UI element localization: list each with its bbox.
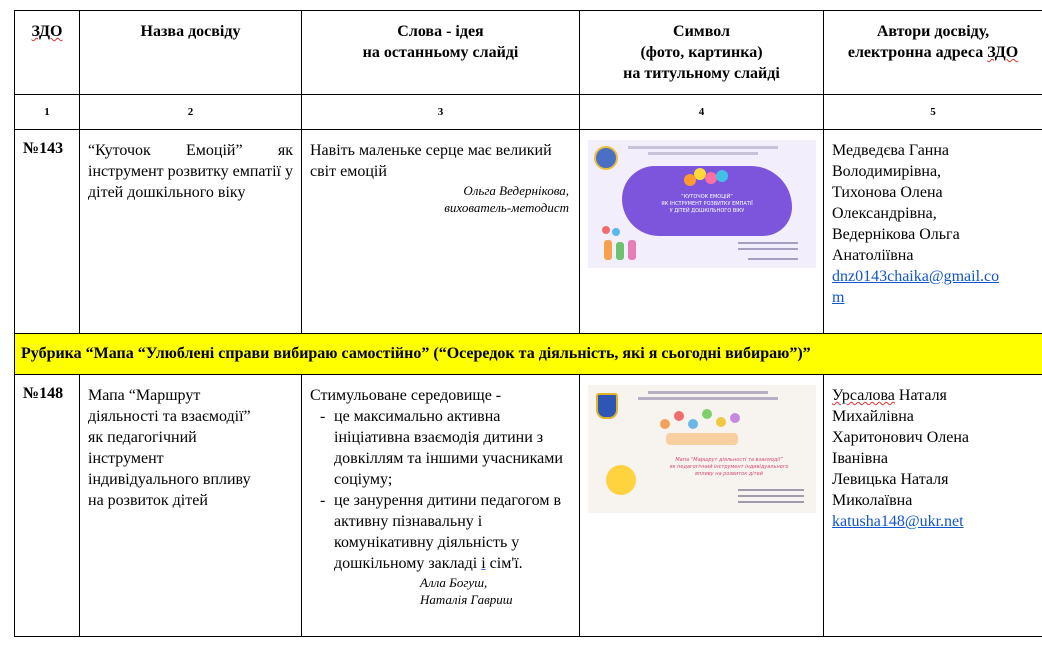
zdo-number: №148 bbox=[15, 375, 80, 637]
zdo-number: №143 bbox=[15, 130, 80, 334]
email-link[interactable]: katusha148@ukr.net bbox=[832, 513, 964, 530]
idea-author-role: вихователь-методист bbox=[444, 200, 569, 215]
author-line: Михайлівна bbox=[832, 408, 914, 425]
idea-author: Алла Богуш, bbox=[420, 575, 488, 590]
experience-table bbox=[14, 10, 1042, 637]
idea-cell bbox=[302, 130, 580, 334]
col-number: 3 bbox=[302, 95, 580, 130]
children-group-illustration-icon bbox=[660, 409, 746, 449]
title-slide-thumbnail bbox=[588, 140, 816, 268]
slide-title: як педагогічний інструмент індивідуального bbox=[669, 464, 789, 470]
emoji-balloons-icon bbox=[684, 168, 732, 188]
author-line: Медведєва Ганна bbox=[832, 142, 950, 159]
idea-cell bbox=[302, 375, 580, 637]
email-link[interactable]: dnz0143chaika@gmail.co bbox=[832, 268, 1000, 285]
children-illustration-icon bbox=[598, 226, 644, 262]
slide-emblem-icon bbox=[594, 146, 618, 170]
author-line: Олександрівна, bbox=[832, 205, 937, 222]
header-name: Назва досвіду bbox=[80, 11, 302, 95]
sun-icon bbox=[606, 465, 636, 495]
list-item: - це максимально активна ініціативна взаємодія дитини з довкіллям та іншими учасниками соціуму; bbox=[310, 406, 571, 490]
rubric-row bbox=[15, 334, 1042, 375]
rubric-title: Рубрика “Мапа “Улюблені справи вибираю самостійно” (“Осередок та діяльність, які я сьогодні вибираю”)” bbox=[15, 334, 1042, 375]
author-line: Миколаївна bbox=[832, 492, 913, 509]
title-slide-thumbnail bbox=[588, 385, 816, 513]
header-symbol: Символ (фото, картинка) на титульному слайді bbox=[580, 11, 824, 95]
idea-author: Ольга Ведернікова, bbox=[463, 183, 569, 198]
slide-title: ЯК ІНСТРУМЕНТ РОЗВИТКУ ЕМПАТІЇ bbox=[661, 201, 753, 207]
author-line: Урсалова Наталя bbox=[832, 387, 947, 404]
experience-name: “Куточок Емоцій” як інструмент розвитку емпатії у дітей дошкільного віку bbox=[80, 130, 302, 334]
symbol-cell bbox=[580, 375, 824, 637]
column-number-row bbox=[15, 95, 1042, 130]
author-line: Ведернікова Ольга bbox=[832, 226, 960, 243]
idea-author: Наталія Гавриш bbox=[420, 592, 513, 607]
slide-title: Мапа “Маршрут діяльності та взаємодії” bbox=[675, 457, 783, 463]
author-line: Левицька Наталя bbox=[832, 471, 949, 488]
author-line: Іванівна bbox=[832, 450, 888, 467]
symbol-cell bbox=[580, 130, 824, 334]
authors-cell bbox=[824, 130, 1042, 334]
idea-text: Навіть маленьке серце має великий світ емоцій bbox=[310, 142, 552, 180]
idea-intro: Стимульоване середовище - bbox=[310, 387, 502, 404]
slide-title: впливу на розвиток дітей bbox=[695, 471, 763, 477]
header-row bbox=[15, 11, 1042, 95]
header-idea: Слова - ідея на останньому слайді bbox=[302, 11, 580, 95]
slide-title: “КУТОЧОК ЕМОЦІЙ” bbox=[681, 194, 733, 200]
authors-cell bbox=[824, 375, 1042, 637]
author-line: Тихонова Олена bbox=[832, 184, 943, 201]
col-number: 4 bbox=[580, 95, 824, 130]
idea-list bbox=[310, 406, 571, 574]
author-line: Володимирівна, bbox=[832, 163, 942, 180]
header-zdo: ЗДО bbox=[15, 11, 80, 95]
experience-name: Мапа “Маршрут діяльності та взаємодії” як педагогічний інструмент індивідуального впливу на розвиток дітей bbox=[80, 375, 302, 637]
table-row bbox=[15, 130, 1042, 334]
slide-title: У ДІТЕЙ ДОШКІЛЬНОГО ВІКУ bbox=[669, 208, 745, 214]
author-line: Анатоліївна bbox=[832, 247, 914, 264]
list-item: - це занурення дитини педагогом в активну пізнавальну і комунікативну діяльність у дошкільному закладі і сім'ї. bbox=[310, 490, 571, 574]
col-number: 5 bbox=[824, 95, 1042, 130]
col-number: 1 bbox=[15, 95, 80, 130]
table-row bbox=[15, 375, 1042, 637]
header-authors: Автори досвіду, електронна адреса ЗДО bbox=[824, 11, 1042, 95]
col-number: 2 bbox=[80, 95, 302, 130]
author-line: Харитонович Олена bbox=[832, 429, 970, 446]
slide-emblem-icon bbox=[596, 393, 618, 419]
email-link-wrap[interactable]: m bbox=[832, 289, 845, 306]
